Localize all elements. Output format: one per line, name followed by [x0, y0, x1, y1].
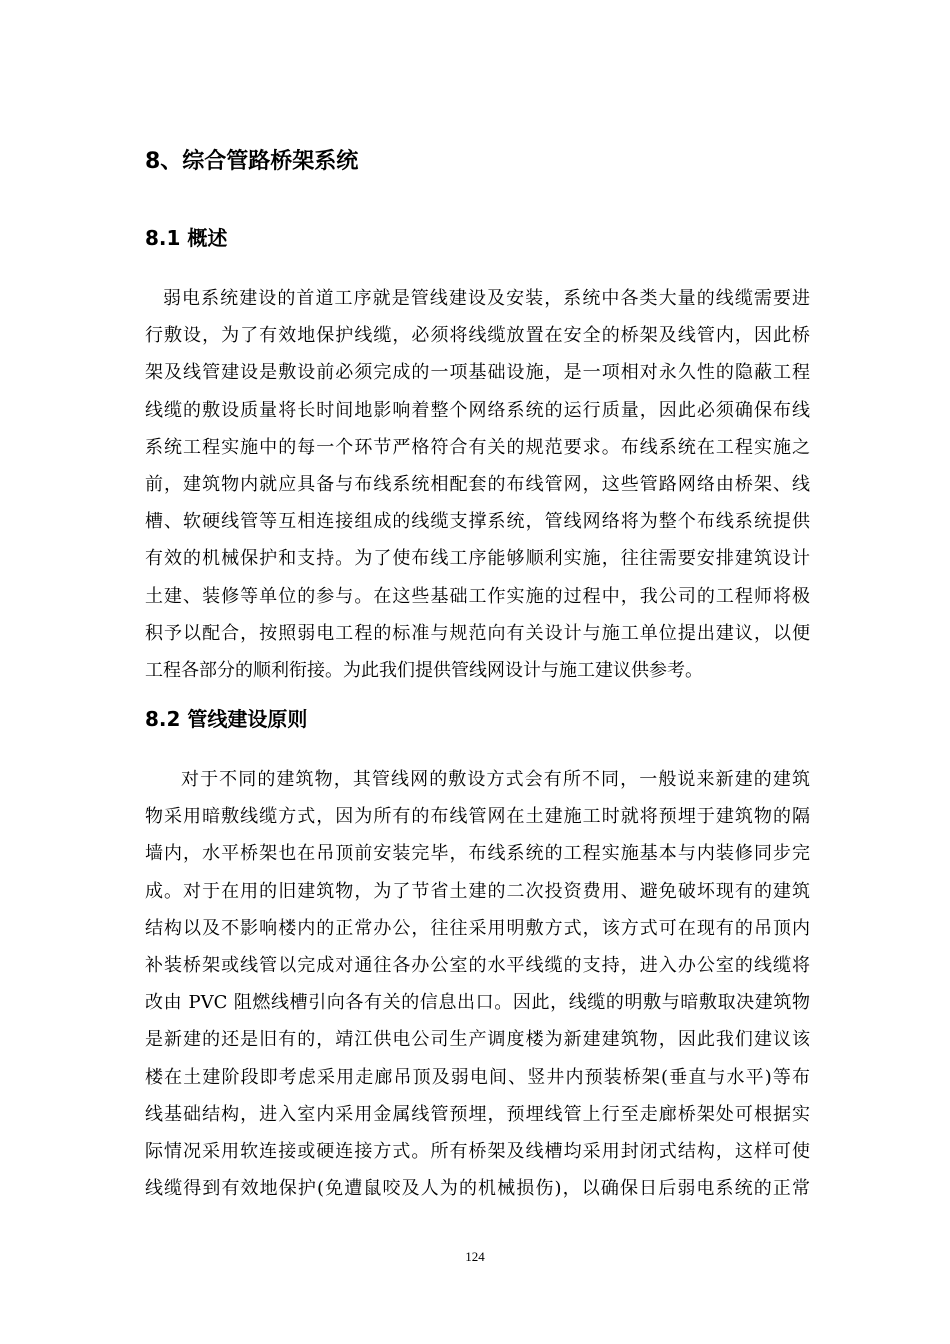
paragraph-line: 弱电系统建设的首道工序就是管线建设及安装，系统中各类大量的线缆需要进 [163, 288, 810, 309]
paragraph-line: 结构以及不影响楼内的正常办公，往往采用明敷方式，该方式可在现有的吊顶内 [145, 917, 810, 939]
paragraph-line: 系统工程实施中的每一个环节严格符合有关的规范要求。布线系统在工程实施之 [145, 436, 810, 458]
paragraph-line: 改由 PVC 阻燃线槽引向各有关的信息出口。因此，线缆的明敷与暗敷取决建筑物 [145, 992, 810, 1014]
paragraph-line: 物采用暗敷线缆方式，因为所有的布线管网在土建施工时就将预埋于建筑物的隔 [145, 806, 810, 828]
paragraph-line: 线缆得到有效地保护(免遭鼠咬及人为的机械损伤)，以确保日后弱电系统的正常 [145, 1178, 810, 1200]
section-title-overview: 8.1 概述 [145, 226, 228, 250]
paragraph-line: 是新建的还是旧有的，靖江供电公司生产调度楼为新建建筑物，因此我们建议该 [145, 1029, 810, 1051]
paragraph-line: 补装桥架或线管以完成对通往各办公室的水平线缆的支持，进入办公室的线缆将 [145, 954, 810, 976]
paragraph-line: 线缆的敷设质量将长时间地影响着整个网络系统的运行质量，因此必须确保布线 [145, 399, 810, 421]
paragraph-line: 行敷设，为了有效地保护线缆，必须将线缆放置在安全的桥架及线管内，因此桥 [145, 325, 810, 347]
paragraph-line: 工程各部分的顺利衔接。为此我们提供管线网设计与施工建议供参考。 [145, 659, 703, 681]
paragraph-line: 槽、软硬线管等互相连接组成的线缆支撑系统，管线网络将为整个布线系统提供 [145, 511, 810, 533]
paragraph-overview [145, 280, 810, 689]
paragraph-line: 际情况采用软连接或硬连接方式。所有桥架及线槽均采用封闭式结构，这样可使 [145, 1140, 810, 1162]
paragraph-line: 架及线管建设是敷设前必须完成的一项基础设施，是一项相对永久性的隐蔽工程 [145, 362, 810, 384]
paragraph-line: 前，建筑物内就应具备与布线系统相配套的布线管网，这些管路网络由桥架、线 [145, 473, 810, 495]
paragraph-line: 成。对于在用的旧建筑物，为了节省土建的二次投资费用、避免破坏现有的建筑 [145, 880, 810, 902]
paragraph-line: 有效的机械保护和支持。为了使布线工序能够顺利实施，往往需要安排建筑设计 [145, 548, 810, 570]
paragraph-line: 楼在土建阶段即考虑采用走廊吊顶及弱电间、竖井内预装桥架(垂直与水平)等布 [145, 1066, 810, 1088]
paragraph-line: 积予以配合，按照弱电工程的标准与规范向有关设计与施工单位提出建议，以便 [145, 622, 810, 644]
section-title-pipeline-principles: 8.2 管线建设原则 [145, 707, 308, 731]
paragraph-line: 墙内，水平桥架也在吊顶前安装完毕，布线系统的工程实施基本与内装修同步完 [145, 843, 810, 865]
paragraph-line: 土建、装修等单位的参与。在这些基础工作实施的过程中，我公司的工程师将极 [145, 585, 810, 607]
paragraph-line: 对于不同的建筑物，其管线网的敷设方式会有所不同，一般说来新建的建筑 [181, 769, 810, 790]
paragraph-pipeline-principles [145, 761, 810, 1207]
page-number: 124 [465, 1249, 485, 1264]
paragraph-line: 线基础结构，进入室内采用金属线管预埋，预埋线管上行至走廊桥架处可根据实 [145, 1103, 810, 1125]
chapter-title: 8、综合管路桥架系统 [145, 149, 359, 174]
